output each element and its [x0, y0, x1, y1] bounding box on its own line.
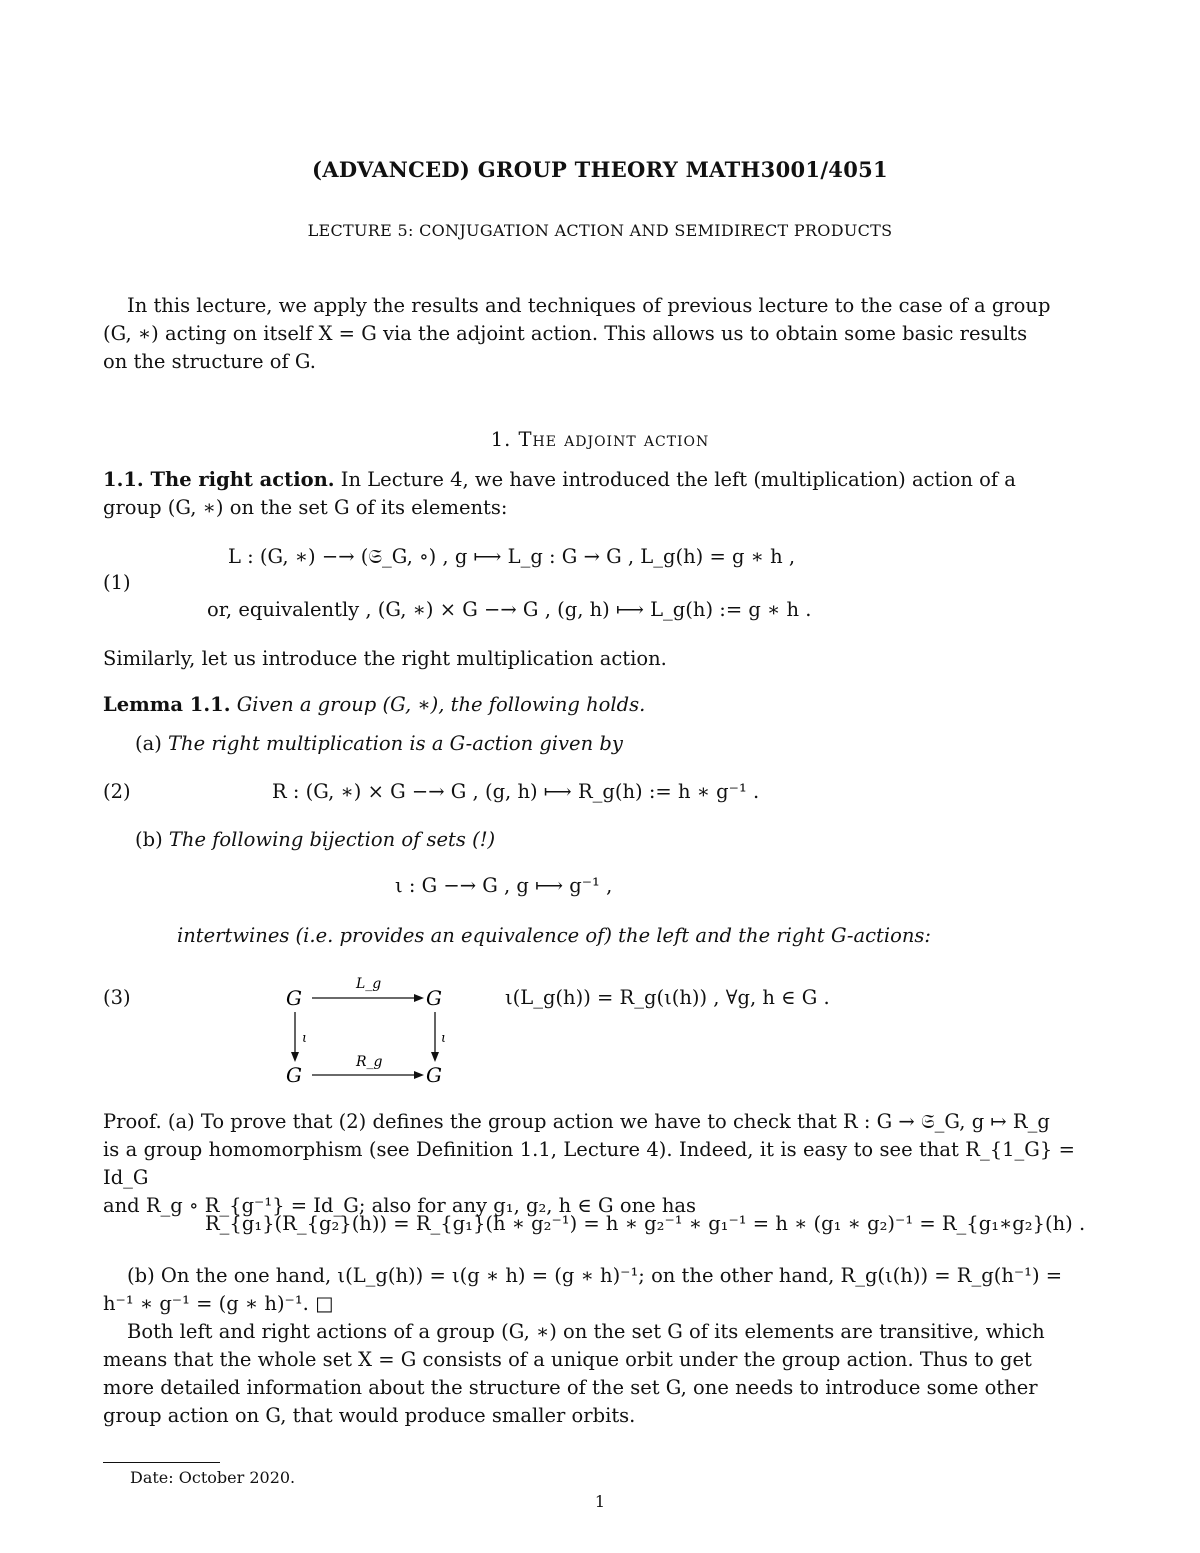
part-label: (b): [135, 828, 163, 851]
lemma-text: Given a group (G, ∗), the following holds.: [230, 693, 646, 716]
proof-line: h⁻¹ ∗ g⁻¹ = (g ∗ h)⁻¹. □: [103, 1292, 334, 1315]
part-b-text: The following bijection of sets (!): [162, 828, 496, 851]
closing-line: more detailed information about the structure of the set G, one needs to introduce some other: [103, 1376, 1038, 1399]
proof-line: and R_g ∘ R_{g⁻¹} = Id_G; also for any g₁, g₂, h ∈ G one has: [103, 1194, 697, 1217]
proof-part-b: [103, 1262, 1075, 1318]
part-label: (a): [135, 732, 162, 755]
closing-line: means that the whole set X = G consists of a unique orbit under the group action. Thus to get: [103, 1348, 1032, 1371]
closing-line: Both left and right actions of a group (G, ∗) on the set G of its elements are transitive, which: [127, 1320, 1045, 1343]
diagram-label-top: L_g: [356, 976, 382, 992]
lecture-subtitle: LECTURE 5: CONJUGATION ACTION AND SEMIDIRECT PRODUCTS: [307, 221, 893, 240]
diagram-label-left: ι: [302, 1031, 308, 1046]
section-heading: 1. The adjoint action: [490, 428, 710, 451]
equation-number: (2): [103, 780, 131, 803]
arrowhead-icon: [291, 1052, 299, 1062]
similarly-text: Similarly, let us introduce the right multiplication action.: [103, 647, 667, 670]
subsection-1-1: [103, 466, 1075, 522]
page-title: (ADVANCED) GROUP THEORY MATH3001/4051: [312, 157, 888, 182]
equation-number: (3): [103, 986, 131, 1009]
intro-paragraph: [103, 292, 1075, 376]
intro-line: on the structure of G.: [103, 350, 316, 373]
lemma-heading: Lemma 1.1.: [103, 693, 231, 716]
arrowhead-icon: [414, 1071, 424, 1079]
proof-line: (b) On the one hand, ι(L_g(h)) = ι(g ∗ h) = (g ∗ h)⁻¹; on the other hand, R_g(ι(h)) = R_g(h⁻¹) =: [127, 1264, 1063, 1287]
lemma-statement: [103, 691, 1075, 719]
lemma-part-a: [135, 730, 1035, 758]
equation-3: ι(L_g(h)) = R_g(ι(h)) , ∀g, h ∈ G .: [505, 986, 830, 1009]
proof-line: is a group homomorphism (see Definition 1.1, Lecture 4). Indeed, it is easy to see that R_{1_G} = Id_G: [103, 1138, 1075, 1189]
commutative-diagram: [280, 970, 460, 1090]
diagram-node-bottom-left: G: [286, 1063, 302, 1087]
subsection-text: group (G, ∗) on the set G of its elements:: [103, 496, 508, 519]
footnote: Date: October 2020.: [130, 1468, 296, 1487]
intro-line: (G, ∗) acting on itself X = G via the adjoint action. This allows us to obtain some basic results: [103, 322, 1028, 345]
diagram-label-bottom: R_g: [356, 1054, 383, 1070]
arrowhead-icon: [414, 994, 424, 1002]
diagram-node-top-left: G: [286, 986, 302, 1010]
equation-1-line-1: L : (G, ∗) −→ (𝔖_G, ∘) , g ⟼ L_g : G → G , L_g(h) = g ∗ h ,: [228, 545, 796, 568]
equation-1-line-2: or, equivalently , (G, ∗) × G −→ G , (g, h) ⟼ L_g(h) := g ∗ h .: [207, 598, 812, 621]
footnote-rule: [103, 1462, 220, 1463]
closing-paragraph: [103, 1318, 1075, 1430]
diagram-node-top-right: G: [426, 986, 442, 1010]
page-number: 1: [594, 1492, 606, 1511]
intertwines-text: intertwines (i.e. provides an equivalence of) the left and the right G-actions:: [177, 924, 931, 947]
subsection-text: In Lecture 4, we have introduced the left (multiplication) action of a: [334, 468, 1016, 491]
part-a-text: The right multiplication is a G-action given by: [161, 732, 623, 755]
intro-line: In this lecture, we apply the results and techniques of previous lecture to the case of a group: [127, 294, 1051, 317]
proof-paragraph: [103, 1108, 1075, 1220]
arrowhead-icon: [431, 1052, 439, 1062]
diagram-node-bottom-right: G: [426, 1063, 442, 1087]
proof-display-equation: R_{g₁}(R_{g₂}(h)) = R_{g₁}(h ∗ g₂⁻¹) = h ∗ g₂⁻¹ ∗ g₁⁻¹ = h ∗ (g₁ ∗ g₂)⁻¹ = R_{g₁∗g₂}(h) .: [205, 1212, 1086, 1235]
iota-equation: ι : G −→ G , g ⟼ g⁻¹ ,: [395, 874, 613, 897]
diagram-label-right: ι: [441, 1031, 447, 1046]
proof-line: Proof. (a) To prove that (2) defines the group action we have to check that R : G → 𝔖_G, g ↦ R_g: [103, 1110, 1050, 1133]
closing-line: group action on G, that would produce smaller orbits.: [103, 1404, 636, 1427]
equation-number: (1): [103, 571, 131, 594]
subsection-heading: 1.1. The right action.: [103, 468, 335, 491]
equation-2: R : (G, ∗) × G −→ G , (g, h) ⟼ R_g(h) := h ∗ g⁻¹ .: [272, 780, 760, 803]
lemma-part-b: [135, 826, 1035, 854]
